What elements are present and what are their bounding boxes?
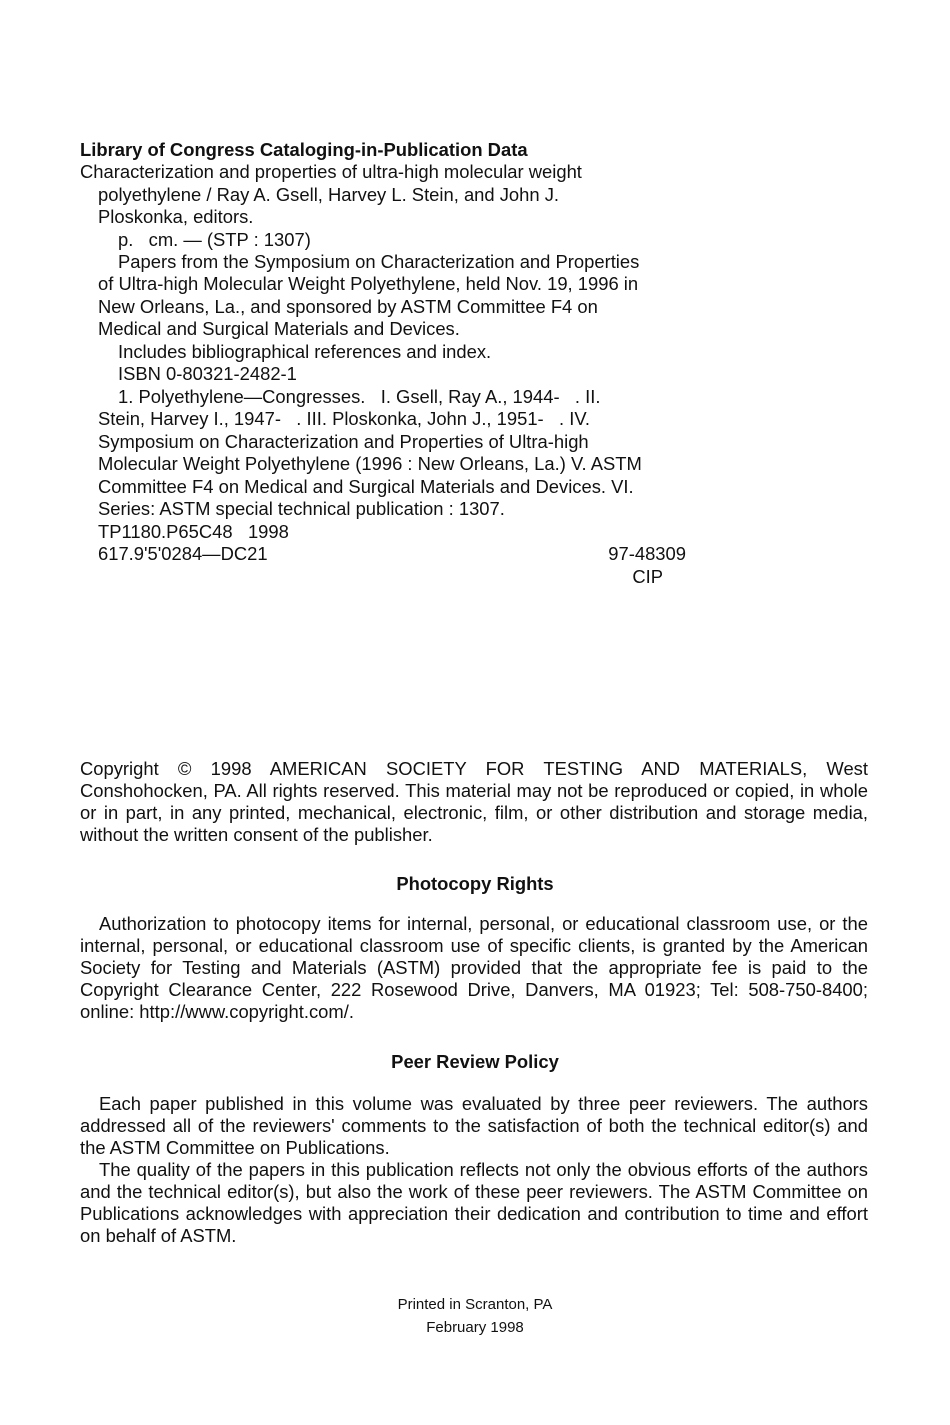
cip-label: CIP	[632, 566, 663, 587]
cip-lccn: 97-48309	[608, 543, 686, 564]
cip-title-line: polyethylene / Ray A. Gsell, Harvey L. Stein, and John J.	[98, 184, 560, 205]
cip-subject-line: 1. Polyethylene—Congresses. I. Gsell, Ray A., 1944- . II.	[118, 386, 601, 407]
cip-subject-line: Stein, Harvey I., 1947- . III. Ploskonka, John J., 1951- . IV.	[98, 408, 591, 429]
cip-title-line: Ploskonka, editors.	[98, 206, 254, 227]
peer-review-paragraph: Each paper published in this volume was evaluated by three peer reviewers. The authors addressed all of the reviewers' comments to the satisfaction of both the technical editor(s) and the ASTM Committee on Publications.	[80, 1093, 868, 1158]
cip-heading: Library of Congress Cataloging-in-Publication Data	[80, 139, 528, 160]
cip-physical-description: p. cm. — (STP : 1307)	[118, 229, 311, 250]
peer-review-heading: Peer Review Policy	[391, 1051, 559, 1072]
cip-lc-call-number: TP1180.P65C48 1998	[98, 521, 289, 542]
cip-subject-line: Committee F4 on Medical and Surgical Materials and Devices. VI.	[98, 476, 634, 497]
cip-subject-line: Molecular Weight Polyethylene (1996 : New Orleans, La.) V. ASTM	[98, 453, 642, 474]
photocopy-heading: Photocopy Rights	[396, 873, 554, 894]
print-date: February 1998	[426, 1319, 524, 1336]
cip-note-line: Papers from the Symposium on Characterization and Properties	[118, 251, 640, 272]
cip-subject-line: Symposium on Characterization and Properties of Ultra-high	[98, 431, 589, 452]
cip-note-line: New Orleans, La., and sponsored by ASTM Committee F4 on	[98, 296, 598, 317]
peer-review-paragraph: The quality of the papers in this publication reflects not only the obvious efforts of the authors and the technical editor(s), but also the work of these peer reviewers. The ASTM Committee on Publications acknowledges with appreciation their dedication and contribution to time and effort on behalf of ASTM.	[80, 1159, 868, 1246]
cip-subject-line: Series: ASTM special technical publication : 1307.	[98, 498, 505, 519]
cip-isbn: ISBN 0-80321-2482-1	[118, 363, 297, 384]
copyright-notice: Copyright © 1998 AMERICAN SOCIETY FOR TESTING AND MATERIALS, West Conshohocken, PA. All rights reserved. This material may not be reproduced or copied, in whole or in part, in any printed, mechanical, electronic, film, or other distribution and storage media, without the written consent of the publisher.	[80, 758, 868, 845]
cip-note-line: of Ultra-high Molecular Weight Polyethylene, held Nov. 19, 1996 in	[98, 273, 639, 294]
cip-title-line: Characterization and properties of ultra-high molecular weight	[80, 161, 582, 182]
cip-note-line: Medical and Surgical Materials and Devices.	[98, 318, 460, 339]
cip-includes-note: Includes bibliographical references and index.	[118, 341, 492, 362]
printed-in: Printed in Scranton, PA	[397, 1296, 553, 1313]
cip-dewey-number: 617.9'5'0284—DC21	[98, 543, 268, 564]
photocopy-paragraph: Authorization to photocopy items for internal, personal, or educational classroom use, or the internal, personal, or educational classroom use of specific clients, is granted by the American Society for Testing and Materials (ASTM) provided that the appropriate fee is paid to the Copyright Clearance Center, 222 Rosewood Drive, Danvers, MA 01923; Tel: 508-750-8400; online: http://www.copyright.com/.	[80, 913, 868, 1022]
